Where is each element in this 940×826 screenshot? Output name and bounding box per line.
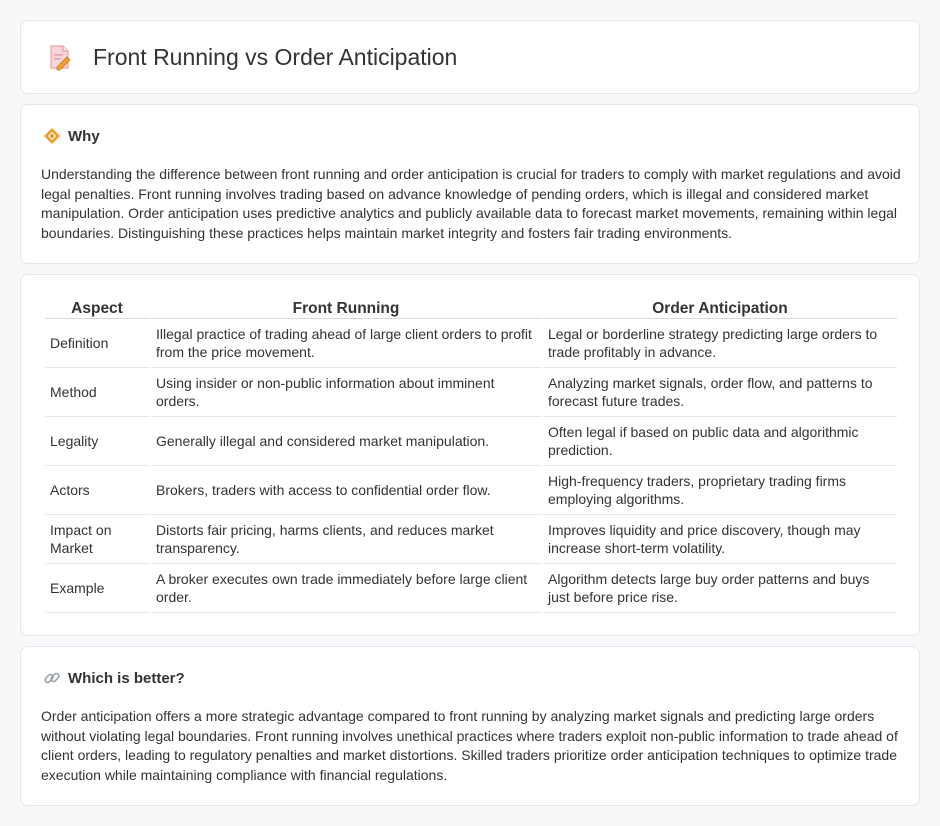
link-icon [43, 669, 61, 687]
why-text: Understanding the difference between front running and order anticipation is crucial for traders to comply with market regulations and avoid legal penalties. Front running involves trading based on advance knowledge of pending orders, which is illegal and considered market manipulation. Order anticipation uses predictive analytics and publicly available data to forecast market movements, remaining within legal boundaries. Distinguishing these practices helps maintain market integrity and fosters fair trading environments. [41, 166, 901, 241]
header-front-running: Front Running [151, 295, 541, 319]
table-row [45, 368, 897, 417]
order-anticipation-cell: Legal or borderline strategy predicting large orders to trade profitably in advance. [543, 319, 897, 368]
document-pen-icon [45, 43, 73, 71]
table-row [45, 466, 897, 515]
diamond-icon [43, 127, 61, 145]
comparison-section [20, 274, 920, 636]
order-anticipation-cell: Improves liquidity and price discovery, though may increase short-term volatility. [543, 515, 897, 564]
which-is-better-heading: Which is better? [68, 669, 185, 687]
order-anticipation-cell: High-frequency traders, proprietary trading firms employing algorithms. [543, 466, 897, 515]
order-anticipation-cell: Analyzing market signals, order flow, and patterns to forecast future trades. [543, 368, 897, 417]
aspect-cell: Definition [45, 319, 149, 368]
comparison-table [43, 295, 899, 613]
front-running-cell: A broker executes own trade immediately before large client order. [151, 564, 541, 613]
why-section [20, 104, 920, 264]
table-row [45, 319, 897, 368]
which-is-better-text: Order anticipation offers a more strategic advantage compared to front running by analyzing market signals and predicting large orders without violating legal boundaries. Front running involves unethical practices where traders exploit non-public information to trade ahead of client orders, leading to regulatory penalties and market distortions. Skilled traders prioritize order anticipation techniques to optimize trade execution while maintaining compliance with financial regulations. [41, 708, 898, 783]
which-is-better-section [20, 646, 920, 806]
table-row [45, 564, 897, 613]
table-header-row [45, 295, 897, 319]
page-title: Front Running vs Order Anticipation [93, 43, 458, 70]
aspect-cell: Actors [45, 466, 149, 515]
front-running-cell: Generally illegal and considered market manipulation. [151, 417, 541, 466]
title-card [20, 20, 920, 94]
table-row [45, 515, 897, 564]
header-aspect: Aspect [45, 295, 149, 319]
aspect-cell: Example [45, 564, 149, 613]
order-anticipation-cell: Algorithm detects large buy order patterns and buys just before price rise. [543, 564, 897, 613]
table-row [45, 417, 897, 466]
aspect-cell: Legality [45, 417, 149, 466]
front-running-cell: Using insider or non-public information about imminent orders. [151, 368, 541, 417]
aspect-cell: Impact on Market [45, 515, 149, 564]
header-order-anticipation: Order Anticipation [543, 295, 897, 319]
front-running-cell: Brokers, traders with access to confidential order flow. [151, 466, 541, 515]
why-heading: Why [68, 127, 100, 145]
front-running-cell: Distorts fair pricing, harms clients, and reduces market transparency. [151, 515, 541, 564]
aspect-cell: Method [45, 368, 149, 417]
front-running-cell: Illegal practice of trading ahead of large client orders to profit from the price movement. [151, 319, 541, 368]
order-anticipation-cell: Often legal if based on public data and algorithmic prediction. [543, 417, 897, 466]
